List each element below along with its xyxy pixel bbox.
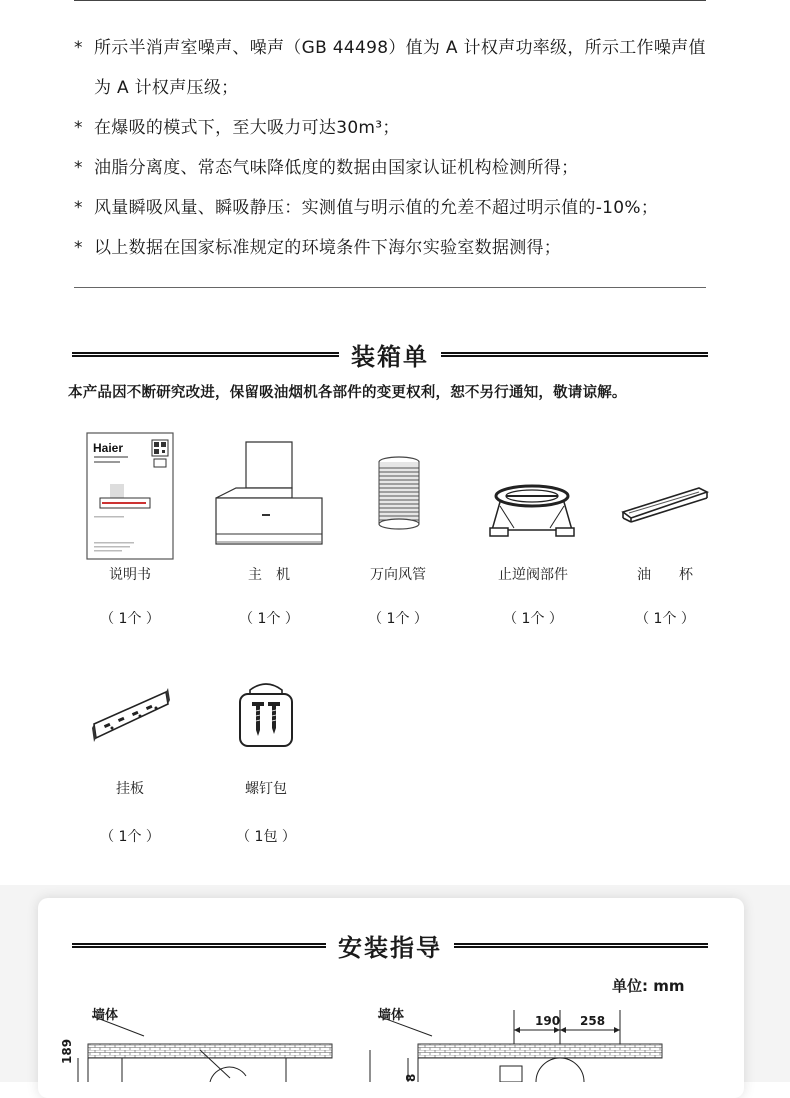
note-item [74, 28, 714, 108]
heading-rule-right [441, 352, 708, 357]
install-guide-title: 安装指导 [338, 933, 442, 962]
item-name: 主 机 [248, 567, 290, 583]
item-screw-bag [216, 680, 316, 860]
note-item [74, 228, 714, 268]
item-check-valve [478, 430, 588, 630]
item-name: 万向风管 [370, 567, 426, 583]
note-marker: * [74, 158, 83, 178]
manual-icon [86, 432, 176, 562]
check-valve-icon [486, 482, 578, 544]
mounting-plate-icon [90, 684, 174, 748]
note-marker: * [74, 238, 83, 258]
item-name: 螺钉包 [245, 781, 287, 797]
packing-disclaimer: 本产品因不断研究改进，保留吸油烟机各部件的变更权利，恕不另行通知，敬请谅解。 [68, 385, 627, 401]
item-quantity: （ 1个 ） [503, 611, 563, 627]
note-marker: * [74, 198, 83, 218]
item-main-unit [210, 430, 328, 630]
item-name: 油 杯 [637, 567, 693, 583]
packing-list-heading [72, 339, 708, 369]
note-item [74, 108, 714, 148]
item-mounting-plate [80, 680, 180, 860]
item-name: 止逆阀部件 [498, 567, 568, 583]
heading-rule-left [72, 943, 326, 948]
note-text: 油脂分离度、常态气味降低度的数据由国家认证机构检测所得； [94, 158, 579, 178]
oil-cup-icon [619, 482, 711, 528]
item-quantity: （ 1个 ） [368, 611, 428, 627]
note-text: 以上数据在国家标准规定的环境条件下海尔实验室数据测得； [94, 238, 562, 258]
wall-label-right: 墙体 [378, 1008, 405, 1023]
dimension-label: 258 [580, 1014, 606, 1028]
dimension-label: 8 [404, 1073, 418, 1082]
item-quantity: （ 1个 ） [100, 611, 160, 627]
note-text: 所示半消声室噪声、噪声（GB 44498）值为 A 计权声功率级，所示工作噪声值为 A 计权声压级； [94, 38, 706, 98]
item-name: 说明书 [109, 567, 151, 583]
item-name: 挂板 [116, 781, 144, 797]
packing-list-title: 装箱单 [351, 342, 429, 371]
wall-label-left: 墙体 [92, 1008, 119, 1023]
item-quantity: （ 1包 ） [236, 829, 296, 845]
item-oil-cup [615, 430, 715, 630]
note-marker: * [74, 38, 83, 58]
range-hood-icon [212, 438, 326, 550]
heading-rule-left [72, 352, 339, 357]
note-item [74, 188, 714, 228]
item-quantity: （ 1个 ） [100, 829, 160, 845]
note-marker: * [74, 118, 83, 138]
install-diagram [60, 1010, 740, 1082]
item-quantity: （ 1个 ） [635, 611, 695, 627]
dimension-label: 190 [535, 1014, 561, 1028]
notes-divider [74, 287, 706, 288]
unit-label: 单位: mm [612, 977, 685, 995]
note-text: 风量瞬吸风量、瞬吸静压：实测值与明示值的允差不超过明示值的-10%； [94, 198, 659, 218]
dimension-label: 189 [60, 1038, 74, 1064]
top-divider [74, 0, 706, 1]
item-quantity: （ 1个 ） [239, 611, 299, 627]
note-text: 在爆吸的模式下，至大吸力可达30m³； [94, 118, 400, 138]
item-flex-duct [348, 430, 448, 630]
screw-bag-icon [236, 680, 296, 750]
install-guide-heading [72, 930, 708, 960]
notes-list [74, 28, 714, 268]
item-manual [80, 430, 180, 630]
note-item [74, 148, 714, 188]
heading-rule-right [454, 943, 708, 948]
duct-icon [376, 456, 422, 530]
manual-brand: Haier [93, 441, 124, 455]
